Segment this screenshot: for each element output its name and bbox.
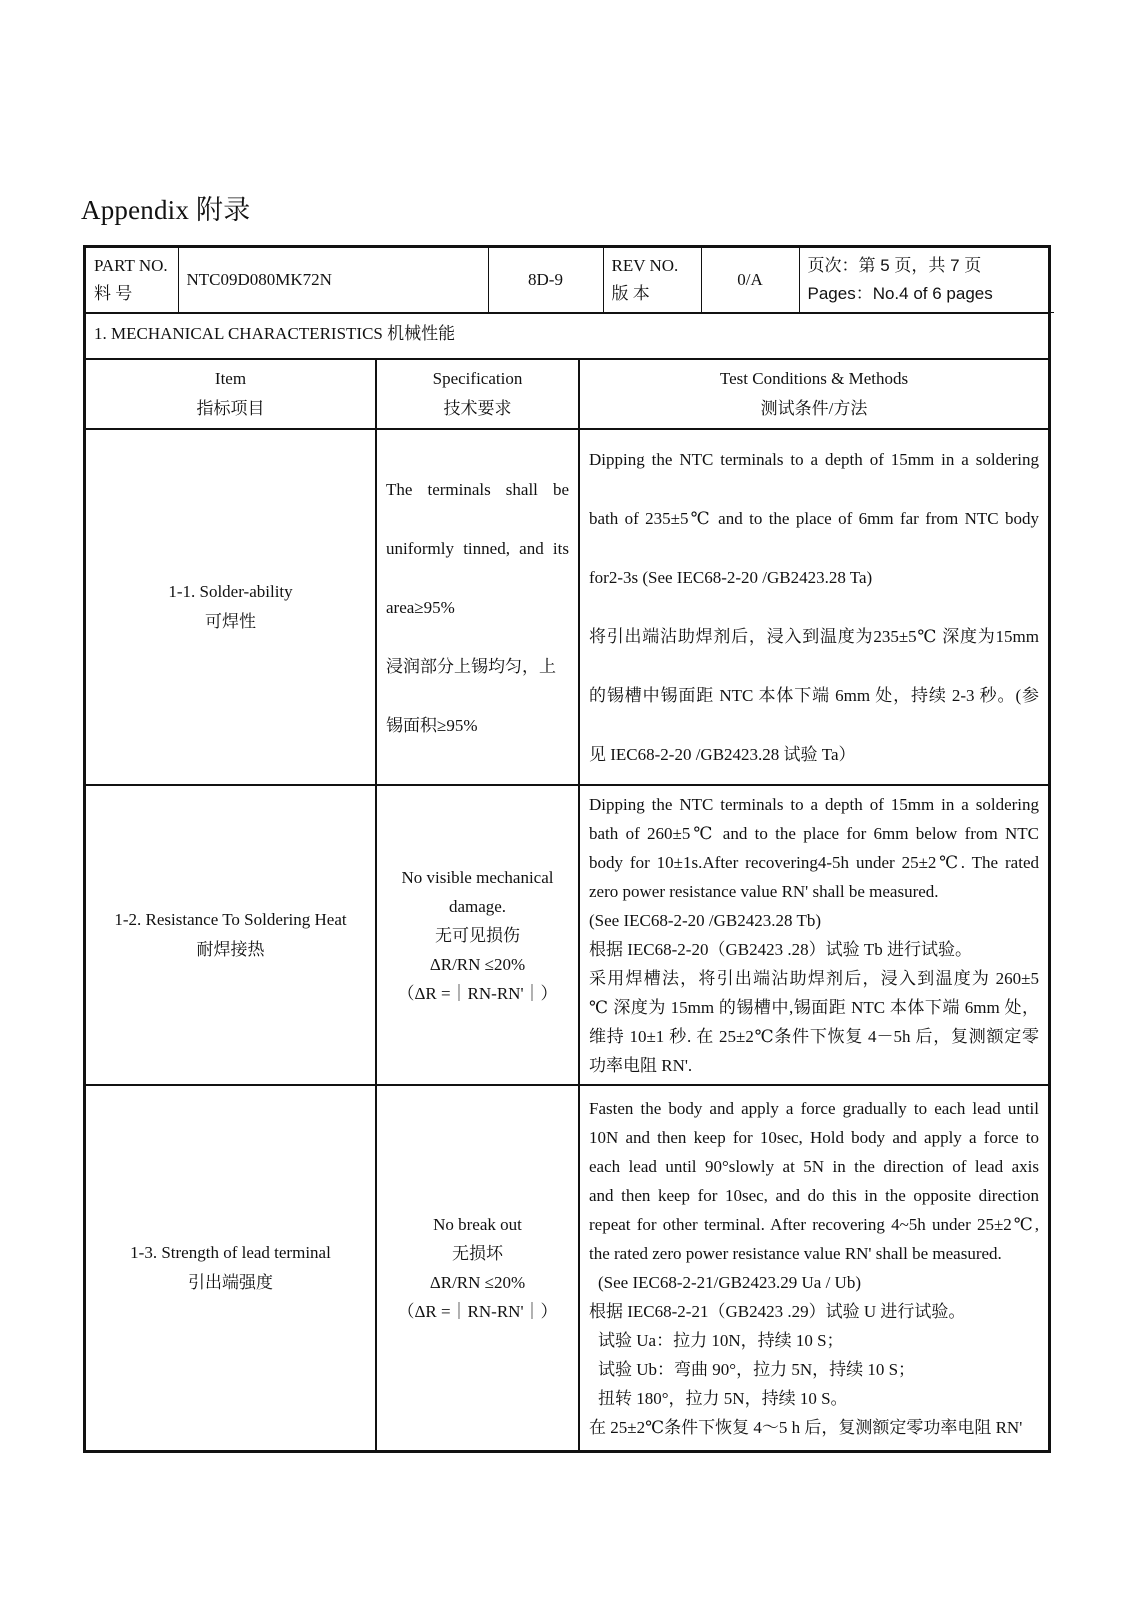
rev-label-en: REV NO. [611, 256, 679, 275]
condition-line: Fasten the body and apply a force gradually to each lead until [589, 1099, 1039, 1118]
table-row [86, 1085, 1048, 1450]
spec-line: 无可见损伤 [435, 925, 520, 945]
page-info-cn: 页次：第 5 页，共 7 页 [807, 256, 982, 275]
part-no-label [86, 248, 178, 313]
condition-line: zero power resistance value RN' shall be measured. [589, 882, 939, 901]
header-table [86, 248, 1054, 313]
spec-line: No break out [433, 1215, 522, 1234]
condition-line: (See IEC68-2-20 /GB2423.28 Tb) [589, 911, 821, 930]
condition-line: each lead until 90°slowly at 5N in the direction of lead axis [589, 1157, 1039, 1176]
condition-line: 根据 IEC68-2-21（GB2423 .29）试验 U 进行试验。 [589, 1302, 966, 1321]
part-no-value: NTC09D080MK72N [178, 248, 488, 313]
item-cell [86, 785, 376, 1085]
rev-label-cn: 版 本 [611, 284, 650, 303]
condition-line: (See IEC68-2-21/GB2423.29 Ua / Ub) [598, 1273, 861, 1292]
table-row [86, 785, 1048, 1085]
item-name-en: 1-1. Solder-ability [168, 582, 293, 601]
condition-line: 扭转 180°，拉力 5N，持续 10 S。 [598, 1389, 848, 1408]
item-name-en: 1-2. Resistance To Soldering Heat [114, 910, 347, 929]
condition-line: 采用焊槽法，将引出端沾助焊剂后，浸入到温度为 260±5 [589, 969, 1039, 988]
condition-line: body for 10±1s.After recovering4-5h under 25±2℃. The rated [589, 853, 1039, 872]
spec-cell [376, 429, 579, 785]
column-header-row [86, 360, 1048, 429]
conditions-cell [579, 1085, 1048, 1450]
item-name-cn: 可焊性 [205, 612, 256, 631]
column-header-spec-en: Specification [432, 369, 523, 388]
column-header-conditions-cn: 测试条件/方法 [760, 399, 868, 418]
characteristics-table [86, 360, 1048, 1450]
column-header-conditions [579, 360, 1048, 429]
column-header-item-en: Item [214, 369, 247, 388]
condition-line: bath of 260±5℃ and to the place for 6mm below from NTC [589, 824, 1039, 843]
condition-line: 试验 Ub：弯曲 90°，拉力 5N，持续 10 S； [598, 1360, 916, 1379]
column-header-conditions-en: Test Conditions & Methods [719, 369, 909, 388]
spec-line: ΔR/RN ≤20% [429, 1273, 526, 1292]
condition-line: 见 IEC68-2-20 /GB2423.28 试验 Ta） [589, 745, 856, 764]
spec-line: （ΔR =｜RN-RN'｜） [397, 1302, 558, 1321]
condition-line: repeat for other terminal. After recovering 4~5h under 25±2℃, [589, 1215, 1039, 1234]
column-header-item-cn: 指标项目 [196, 399, 265, 418]
spec-cell [376, 1085, 579, 1450]
spec-line: 浸润部分上锡均匀，上 [386, 656, 556, 676]
section-title: 1. MECHANICAL CHARACTERISTICS 机械性能 [86, 313, 1048, 360]
spec-line: （ΔR =｜RN-RN'｜） [397, 983, 558, 1003]
page-title: Appendix 附录 [81, 195, 251, 225]
condition-line: 功率电阻 RN'. [589, 1056, 693, 1075]
item-cell [86, 1085, 376, 1450]
column-header-item [86, 360, 376, 429]
page-info [799, 248, 1054, 313]
item-name-en: 1-3. Strength of lead terminal [130, 1243, 331, 1262]
condition-line: bath of 235±5℃ and to the place of 6mm far from NTC body [589, 509, 1039, 528]
condition-line: 10N and then keep for 10sec, Hold body and apply a force to [589, 1128, 1039, 1147]
condition-line: 维持 10±1 秒. 在 25±2℃条件下恢复 4－5h 后，复测额定零 [589, 1027, 1039, 1046]
spec-line: The terminals shall be [386, 479, 569, 499]
spec-sheet [83, 245, 1051, 1453]
item-name-cn: 引出端强度 [188, 1273, 273, 1292]
spec-line: uniformly tinned, and its [386, 538, 569, 558]
condition-line: and then keep for 10sec, and do this in the opposite direction [589, 1186, 1039, 1205]
conditions-cell [579, 785, 1048, 1085]
spec-line: ΔR/RN ≤20% [429, 954, 526, 974]
page-info-en: Pages：No.4 of 6 pages [807, 284, 993, 303]
item-name-cn: 耐焊接热 [196, 940, 265, 959]
model-code: 8D-9 [488, 248, 603, 313]
column-header-spec-cn: 技术要求 [443, 399, 512, 418]
condition-line: 的锡槽中锡面距 NTC 本体下端 6mm 处，持续 2-3 秒。(参 [589, 686, 1039, 705]
conditions-cell [579, 429, 1048, 785]
part-no-label-en: PART NO. [94, 256, 168, 275]
condition-line: Dipping the NTC terminals to a depth of 15mm in a soldering [589, 795, 1039, 814]
condition-line: 根据 IEC68-2-20（GB2423 .28）试验 Tb 进行试验。 [589, 940, 972, 959]
condition-line: 在 25±2℃条件下恢复 4～5 h 后，复测额定零功率电阻 RN' [589, 1418, 1023, 1437]
table-row [86, 429, 1048, 785]
spec-line: No visible mechanical [401, 867, 554, 887]
condition-line: Dipping the NTC terminals to a depth of 15mm in a soldering [589, 450, 1039, 469]
rev-value: 0/A [701, 248, 799, 313]
column-header-spec [376, 360, 579, 429]
rev-label [603, 248, 701, 313]
spec-line: area≥95% [386, 597, 455, 617]
spec-line: 锡面积≥95% [386, 715, 478, 735]
condition-line: the rated zero power resistance value RN' shall be measured. [589, 1244, 1002, 1263]
condition-line: ℃ 深度为 15mm 的锡槽中,锡面距 NTC 本体下端 6mm 处， [589, 998, 1039, 1017]
item-cell [86, 429, 376, 785]
condition-line: 将引出端沾助焊剂后，浸入到温度为235±5℃ 深度为15mm [589, 627, 1039, 646]
spec-cell [376, 785, 579, 1085]
condition-line: 试验 Ua：拉力 10N，持续 10 S； [598, 1331, 844, 1350]
spec-line: 无损坏 [452, 1244, 503, 1263]
part-no-label-cn: 料 号 [94, 284, 133, 303]
condition-line: for2-3s (See IEC68-2-20 /GB2423.28 Ta) [589, 568, 873, 587]
spec-line: damage. [448, 896, 507, 916]
